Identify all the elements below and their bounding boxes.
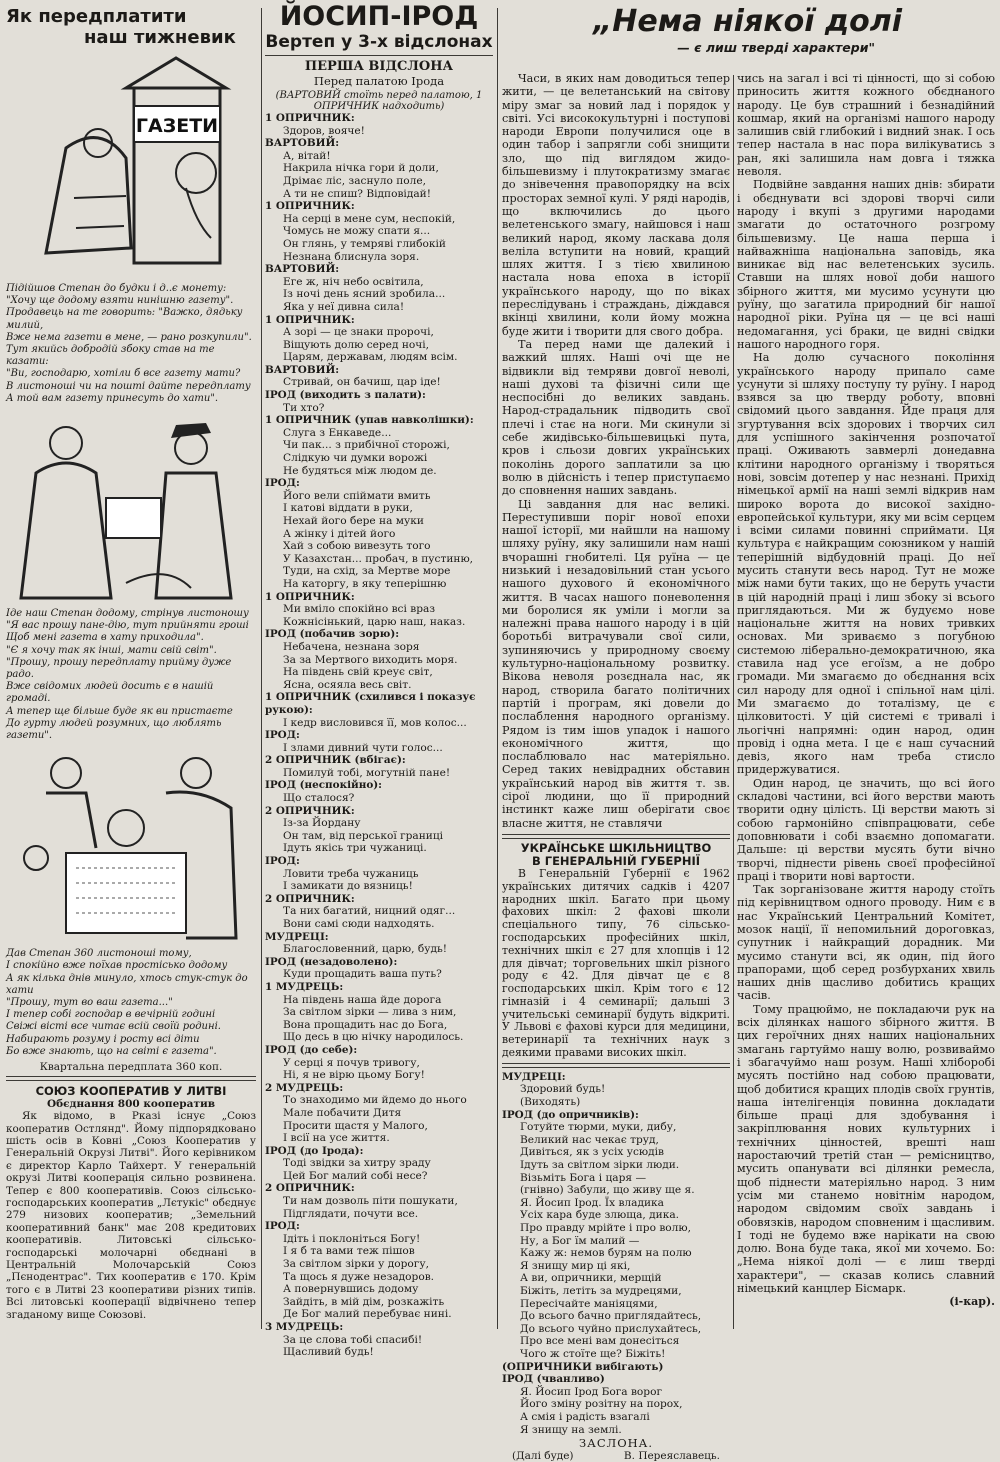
speaker-name: 1 ОПРИЧНИК: (265, 200, 355, 213)
verse-line: А смія і радість взагалі (520, 1410, 650, 1423)
caption-kiosk: Підійшов Степан до будки і д..є монету: "Хочу ще додому взяти нинішню газету". Продавець на те говорить: "Важко, дядьку милий, Вже нема газети в мене, — рано розкупили". Тут якийсь добродій збоку став на те казати: "Ви, господарю, хотіли б все газету мати? В листоноші чи на пошті дайте передплату А той вам газету принесуть до хати". (6, 283, 252, 404)
speaker-name: ІРОД (до себе): (265, 1043, 358, 1056)
verse-line: Великий нас чекає труд, (520, 1133, 659, 1146)
verse-line: Ну, а Бог їм малий — (520, 1234, 640, 1247)
verse-line: Пересічайте маніяцями, (520, 1297, 658, 1310)
to-be-continued: (Далі буде) (512, 1450, 574, 1462)
verse-line: А ти не спиш? Відповідай! (283, 187, 431, 200)
speaker-name: ІРОД (побачив зорю): (265, 628, 400, 641)
verse-line: Здоров, вояче! (283, 124, 365, 137)
verse-line: Накрила нічка гори й доли, (283, 162, 439, 175)
verse-line: До всього бачно приглядайтесь, (520, 1310, 702, 1323)
verse-line: Та щось я дуже незадоров. (283, 1270, 435, 1283)
speaker-name: 1 ОПРИЧНИК: (265, 112, 355, 124)
coop-body: Як відомо, в Рказі існує „Союз кооператив Остлянд". Йому підпорядковано шість осів в Ковні „Союз Кооператив у Генеральній Окрузі Литві". Його керівником є директор Карло Тайхерт. У генеральній окрузі Литві кооперація сильно розвинена. Тепер є 800 кооперативів. Союз сільсько-господарських кооператив „Лєтукіс" обєднує 279 низових кооператив; „Земельний кооперативний банк" має 208 кредитових кооперативів. Литовські сільсько-господарські молочарні обєднані в Центральній Молочарській Союз „Пєнодентрас". Тих кооператив є 170. Крім того є в Литві 23 кооперативи різних типів. Всі литовські кооперації відвічнено тепер згаданому вище Союзові. (6, 1110, 256, 1321)
verse-line: Дивіться, як з усіх усюдів (520, 1146, 664, 1159)
verse-line: Із ночі день ясний зробила... (283, 288, 446, 301)
verse-line: То знаходимо ми йдемо до нього (283, 1094, 467, 1107)
play-column (265, 0, 493, 1359)
verse-line: Еге ж, ніч небо освітила, (283, 275, 424, 288)
speaker-name: ІРОД (до Ірода): (265, 1144, 364, 1157)
verse-line: Яка у неї дивна сила! (283, 300, 405, 313)
verse-line: Його зміну розітну на порох, (520, 1398, 683, 1411)
verse-line: Його вели спіймати вмить (283, 489, 431, 502)
speaker-name: ІРОД (виходить з палати): (265, 389, 426, 402)
verse-line: І замикати до вязниць! (283, 880, 413, 893)
verse-line: Цей Бог малий собі несе? (283, 1169, 428, 1182)
verse-line: Тоді звідки за хитру зраду (283, 1157, 431, 1170)
verse-line: (гнівно) Забули, що живу ще я. (520, 1184, 695, 1197)
verse-line: І злами дивний чути голос... (283, 741, 443, 754)
play-scene (265, 112, 493, 1359)
curtain: ЗАСЛОНА. (578, 1436, 654, 1451)
verse-line: Чомусь не можу спати я... (283, 225, 431, 238)
verse-line: Де Бог малий перебуває нині. (283, 1308, 452, 1321)
editorial-signature: (і-кар). (949, 1295, 995, 1309)
verse-line: Про правду мрійте і про волю, (520, 1222, 691, 1234)
stage-direction: (ВАРТОВИЙ стоїть перед палатою, 1 ОПРИЧНИК надходить) (275, 90, 483, 112)
kiosk-sign: ГАЗЕТИ (135, 115, 219, 137)
verse-line: На серці в мене сум, неспокій, (283, 212, 456, 225)
speaker-name: МУДРЕЦІ: (265, 930, 329, 943)
verse-line: Ловити треба чужаниць (283, 867, 419, 880)
verse-line: Нехай його бере на муки (283, 515, 424, 527)
verse-line: Я. Йосип Ірод. Їх владика (520, 1196, 664, 1209)
verse-line: Чого ж стоїте ще? Біжіть! (520, 1347, 666, 1360)
kiosk-illustration (6, 48, 256, 283)
verse-line: Туди, на схід, за Мертве море (283, 565, 451, 578)
verse-line: Дрімає ліс, заснуло поле, (283, 174, 427, 187)
verse-line: У Казахстан... пробач, в пустиню, (283, 552, 474, 565)
verse-line: Візьміть Бога і царя — (520, 1171, 647, 1184)
verse-line: Слідкую чи думки ворожі (283, 452, 428, 465)
verse-line: Зайдіть, в мій дім, розкажіть (283, 1295, 445, 1308)
speaker-name: 2 ОПРИЧНИК (вбігає): (265, 754, 406, 767)
verse-line: Ясна, осяяла весь світ. (283, 678, 412, 691)
verse-line: Не будяться між людом де. (283, 464, 437, 477)
verse-line: Вона прощадить нас до Бога, (283, 1018, 448, 1031)
verse-line: Благословенний, царю, будь! (283, 943, 448, 956)
editorial-header (500, 0, 995, 80)
column-rule (261, 8, 262, 1329)
verse-line: Я. Йосип Ірод Бога ворог (520, 1385, 663, 1398)
verse-line: Щасливий будь! (283, 1346, 374, 1359)
verse-line: А ви, опричники, мерщій (520, 1272, 662, 1285)
verse-line: Підглядати, почути все. (283, 1207, 419, 1220)
verse-line: Біжіть, летіть за мудрецями, (520, 1284, 682, 1297)
postman-illustration (6, 413, 256, 608)
editorial-text-1: Часи, в яких нам доводиться тепер жити, — це велетанський на світову міру змаг за новий лад і порядок у світі. Усі висококультурні і поступові народи Европи получилися оце в один табор і запрягли собі знищити зло, що під виглядом жидо-більшевизму і плутократизму змагає до знівечення правопорядку на всіх просторах земної кулі. У ряді народів, що включились до цього велетенського змагу, найшовся і наш великий народ, якому ласкава доля веліла вступити на новий, кращий шлях життя. І з тією хвилиною настала нова епоха в історії українського народу, що по віках переслідувань і страждань, діждався вкінці хвилини, коли йому можна буде жити і творити для свого добра. Та перед нами ще далекий і важкий шлях. Наші очі ще не відвикли від темряви довгої неволі, наші духові та фізичні сили ще неспосібні до великих завдань. Народ-страдальник підводить свої плечі і стає на ноги. Ми скинули зі себе жидівсько-більшевицькі пута, кров і сльози довгих українських поколінь дорого заплатили за цю волю в дійсність і тепер приступаємо до сповнення наших завдань. Ці завдання для нас великі. Переступивши поріг нової епохи нашої історії, ми найшли на нашому шляху руїну, яку залишили нам наші вчорашні гнобителі. Ця руїна — це низький і незадовільний стан усього нашого духового й економічного життя. В часах нашого поневолення ми боролися як уміли і могли за належні права нашого народу і в цій боротьбі витрачували свої сили, зупиняючись у природному своєму культурно-національному розвитку. Вікова неволя розєднала нас, як народ, створила багато політичних партій і програм, які довели до послаблення народного організму. Рядом із тим ішов упадок і нашого економічного життя, що послаблювало нас матеріяльно. Серед таких невідрадних обставин український народ вів життя т. зв. сірої людини, що її природний інстинкт каже лиш оберігати своє власне життя, не ставлячи (502, 72, 730, 830)
schools-body: В Генеральній Губернії є 1962 українських дитячих садків і 4207 народних шкіл. Багато при цьому фахових шкіл: 2 фахові школи спеціального типу, 76 сільсько-господарських професійних шкіл, технічних шкіл є 27 для хлопців і 12 для дівчат; торговельних шкіл різного роду є 42. Для дівчат це є 8 господарських шкіл. Крім того є 12 гімназій і 4 семинарії; дальші 3 учительські семинарії будуть відкриті. У Львові є фахові курси для медицини, ветеринарії та технічних наук з деякими правами високих шкіл. (502, 866, 730, 1060)
verse-line: Про все мені вам донесіться (520, 1335, 680, 1348)
coop-article (6, 1084, 256, 1321)
speaker-name: 1 ОПРИЧНИК: (265, 313, 355, 326)
speaker-name: ІРОД: (265, 1220, 300, 1233)
verse-line: І я б та вами теж пішов (283, 1245, 415, 1258)
act-title: ПЕРША ВІДСЛОНА (304, 59, 454, 74)
coop-title: СОЮЗ КООПЕРАТИВ У ЛИТВІ (35, 1084, 227, 1099)
play-author: В. Переяславець. (623, 1450, 720, 1462)
verse-line: Стривай, он бачиш, цар іде! (283, 376, 441, 389)
subscribe-column (6, 0, 256, 1337)
verse-line: І всії на усе життя. (283, 1132, 390, 1145)
speaker-name: 3 МУДРЕЦЬ: (265, 1321, 344, 1333)
verse-line: Віщують долю серед ночі, (283, 338, 430, 351)
editorial-column-2 (737, 72, 995, 1334)
verse-line: Ідуть за світлом зірки люди. (520, 1159, 680, 1172)
speaker-name: ВАРТОВИЙ: (265, 137, 340, 150)
speaker-name: ІРОД (незадоволено): (265, 955, 398, 968)
verse-line: За це слова тобі спасибі! (283, 1333, 423, 1346)
column-rule (733, 75, 734, 1329)
play-title: ЙОСИП-ІРОД (279, 1, 479, 32)
verse-line: Що десь в цю нічку народилось. (283, 1031, 464, 1044)
verse-line: Слуга з Енкаведе... (283, 426, 392, 439)
verse-line: Просити щастя у Малого, (283, 1119, 428, 1132)
verse-line: Куди прощадить ваша путь? (283, 968, 442, 981)
speaker-name: ІРОД: (265, 477, 300, 490)
speaker-name: МУДРЕЦІ: (502, 1070, 566, 1083)
family-reading-illustration (6, 748, 256, 948)
editorial-text-2: чись на загал і всі ті цінності, що зі собою приносить життя кожного обєднаного народу. Це був страшний і безнадійний кошмар, який на організмі нашого народу залишив свій глибокий і видний знак. І ось тепер настала в нас пора вилікуватись з ран, які залишила нам довга і тяжка неволя. Подвійне завдання наших днів: збирати і обєднувати всі здорові творчі сили народу і вкупі з другими народами змагати до остаточного розгрому більшевизму. Це наша перша і найважніша національна заповідь, яка виникає від нас велетенських зусиль. Ставши на шлях нової доби нашого збірного життя, ми мусимо усунути цю руїну, що загатила природний біг нашої народної ріки. Руїна ця — це всі наші недомагання, усі браки, це видні свідки нашого народного горя. На долю сучасного покоління українського народу припало саме усунути зі шляху поступу ту руїну. І народ взявся за цю тверду роботу, вповні свідомий цього завдання. Йде праця для згуртування всіх здорових і творчих сил для успішного закінчення розпочатої праці. Оживають завмерлі донедавна клітини народного організму і творяться нові, зовсім дотепер у нас незнані. Прихід німецької армії на наші землі відкрив нам широко ворота до високої західно-европейської культури, яку ми всім серцем і всіми силами повинні сприймати. Ця культура є найкращим союзником у нашій теперішній відбудовній праці. До неї мусить станути весь народ. Тут не може між нами бути таких, що не беруть участи в цій народній праці і лиш збоку зі всього приглядаються. Ми ж будуємо нове національне життя на нових тривких основах. Ми зриваємо з погубною системою ліберально-демократичною, яка ставила над усе егоїзм, а не добро громади. Ми змагаємо до обєднання всіх сил народу для одної і спільної нам цілі. Ми змагаємо до тоталізму, це є цілковитості. У цій системі є тривалі і льогічні напрямні: один народ, один провід і одна мета. І це є наш сучасний девіз, якого нам треба стисло придержуватися. Один народ, це значить, що всі його складові частини, всі його верстви мають творити одну цілість. Ці верстви мають зі собою гармонійно співпрацювати, себе доповнювати і собі взаємно допомагати. Дальше: ці верстви мусять бути вічно творчі, піднести рівень своєї професійної праці і творити нові вартости. Так зорганізоване життя народу стоїть під керівництвом одного проводу. Ним є в нас Український Центральний Комітет, мозок нації, її непомильний дороговказ, супутник і найкращий дорадник. Ми мусимо станути всі, як один, під його прапорами, щоб серед розбурханих хвиль наших днів щасливо добитись кращих часів. Тому працюймо, не покладаючи рук на всіх ділянках нашого збірного життя. В цих героїчних днях наших національних змагань гартуймо нашу волю, розвиваймо і збагачуймо наш розум. Наші хліборобі мусять постійно над собою працювати, щоб добитися кращих плодів своїх грунтів, наша інтелігенція повинна докладати більше праці для здобування і закріплювання нових культурних і технічних цінностей, врешті наш наростаючий третій стан — ремісництво, мусить опанувати всі ділянки ремесла, щоб піднести матеріяльно народ. З ним усім ми станемо новітнім народом, народом свідомим своїх завдань і обовязків, народом сповненим і щасливим. І тоді не будемо вже нарікати на свою долю. Вона буде така, якої ми хочемо. Бо: „Нема ніякої долі — є лиш тверді характери", — сказав колись славний німецький канцлер Бісмарк. (737, 72, 995, 1296)
verse-line: (Виходять) (520, 1096, 581, 1109)
verse-line: Он там, від перської границі (283, 829, 444, 842)
verse-line: У серці я почув тривогу, (283, 1056, 420, 1069)
verse-line: На південь наша йде дорога (283, 993, 442, 1006)
speaker-name: ВАРТОВИЙ: (265, 263, 340, 276)
speaker-name: ІРОД (неспокійно): (265, 779, 383, 792)
verse-line: І катові віддати в руки, (283, 502, 413, 515)
editorial-title: „Нема ніякої долі (592, 4, 903, 39)
verse-line: І кедр висловився її, мов колос... (283, 716, 467, 729)
verse-line: Ні, я не вірю цьому Богу! (283, 1069, 425, 1082)
verse-line: На південь свій креує світ, (283, 666, 433, 679)
verse-line: Ти хто? (283, 401, 325, 414)
verse-line: Готуйте тюрми, муки, дибу, (520, 1121, 677, 1134)
verse-line: За світлом зірки — лива з ним, (283, 1006, 457, 1019)
coop-subtitle: Обєднання 800 кооператив (46, 1098, 216, 1111)
verse-line: Що сталося? (283, 792, 355, 805)
speaker-name: 2 ОПРИЧНИК: (265, 892, 355, 905)
speaker-name: ІРОД (до опричників): (502, 1108, 639, 1121)
verse-line: Ми вміло спокійно всі враз (283, 603, 436, 616)
verse-line: На каторгу, в яку теперішню (283, 577, 447, 590)
speaker-name: 1 ОПРИЧНИК: (265, 590, 355, 603)
speaker-name: 1 МУДРЕЦЬ: (265, 980, 344, 993)
editorial-column-1 (502, 72, 730, 1462)
verse-line: А, вітай! (283, 149, 331, 162)
schools-article (502, 842, 730, 1060)
speaker-name: ІРОД (чванливо) (502, 1373, 605, 1386)
schools-title: УКРАЇНСЬКЕ ШКІЛЬНИЦТВО В ГЕНЕРАЛЬНІЙ ГУБЕРНІЇ (520, 840, 712, 868)
speaker-name: 2 ОПРИЧНИК: (265, 1182, 355, 1195)
speaker-name: ВАРТОВИЙ: (265, 363, 340, 376)
verse-line: Я знищу мир ці які, (520, 1259, 631, 1272)
verse-line: Мале побачити Дитя (283, 1106, 402, 1119)
caption-family: Дав Степан 360 листоноші тому, І спокійно вже поїхав простісько додому А як кілька днів минуло, хтось стук-стук до хати "Прошу, тут во ваш газета..." І тепер собі господар в вечірній годині Свіжі вісті все читає всій своїй родині. Набирають розуму і росту всі діти Бо вже знають, що на світі є газета". (6, 948, 248, 1057)
caption-postman: Іде наш Степан додому, стрінув листоношу "Я вас прошу пане-дію, тут прийняти гроші Щоб мені газета в хату приходила". "Є я хочу так як інші, мати свій світ". "Прошу, прошу передплату прийму дуже радо. Вже свідомих людей досить є в нашій громаді. А тепер ще більше буде як ви пристаєте До гурту людей розумних, що люблять газети". (6, 608, 249, 742)
verse-line: Незнана блиснула зоря. (283, 250, 420, 263)
verse-line: Я знищу на землі. (520, 1423, 622, 1436)
speaker-name: (ОПРИЧНИКИ вибігають) (502, 1360, 664, 1373)
verse-line: Кажу ж: немов бурям на полю (520, 1247, 692, 1260)
verse-line: Он глянь, у темряві глибокій (283, 237, 446, 250)
verse-line: Усіх кара буде злюща, дика. (520, 1209, 680, 1222)
verse-line: Ідіть і поклоніться Богу! (283, 1232, 421, 1245)
speaker-name: ІРОД: (265, 855, 300, 868)
play-continuation (502, 1071, 730, 1436)
verse-line: За за Мертвого виходить моря. (283, 653, 458, 666)
speaker-name: ІРОД: (265, 729, 300, 742)
verse-line: Здоровий будь! (520, 1083, 606, 1096)
verse-line: Чи пак... з прибічної сторожі, (283, 439, 450, 452)
verse-line: Ідуть якісь три чужаниці. (283, 842, 427, 855)
verse-line: Помилуй тобі, могутній пане! (283, 766, 451, 779)
verse-line: Та них багатий, ницний одяг... (283, 905, 456, 918)
column-rule (497, 8, 498, 1329)
verse-line: За світлом зірки у дорогу, (283, 1258, 429, 1271)
speaker-name: 1 ОПРИЧНИК (схилився і показує рукою): (265, 691, 476, 716)
verse-line: Ти нам дозволь піти пошукати, (283, 1195, 458, 1208)
price-note: Квартальна передплата 360 коп. (39, 1061, 223, 1074)
act-subtitle: Перед палатою Ірода (313, 74, 445, 88)
subscribe-title: Як передплатити наш тижневик (6, 6, 236, 48)
verse-line: Кожнісінький, царю наш, наказ. (283, 615, 466, 628)
speaker-name: 1 ОПРИЧНИК (упав навколішки): (265, 414, 474, 427)
verse-line: А жінку і дітей його (283, 527, 396, 540)
verse-line: До всього чуйно прислухайтесь, (520, 1322, 702, 1335)
speaker-name: 2 МУДРЕЦЬ: (265, 1081, 344, 1094)
verse-line: Хай з собою вивезуть того (283, 540, 431, 553)
verse-line: Вони самі сюди надходять. (283, 918, 435, 930)
play-subtitle: Вертеп у 3-х відслонах (265, 32, 493, 52)
editorial-subtitle: — є лиш тверді характери" (677, 40, 875, 55)
verse-line: А зорі — це знаки пророчі, (283, 326, 434, 339)
verse-line: Із-за Йордану (283, 817, 361, 830)
speaker-name: 2 ОПРИЧНИК: (265, 804, 355, 817)
verse-line: Царям, державам, людям всім. (283, 351, 458, 364)
verse-line: А повернувшись додому (283, 1283, 419, 1296)
verse-line: Небачена, незнана зоря (283, 640, 420, 653)
